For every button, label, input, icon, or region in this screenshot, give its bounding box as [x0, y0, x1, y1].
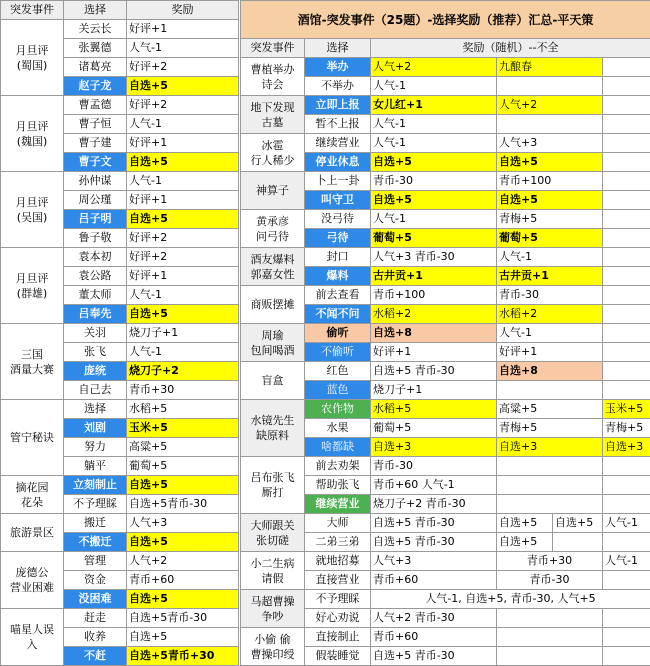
reward-cell: 女儿红+1	[371, 96, 497, 115]
choice-cell: 董太师	[64, 286, 127, 305]
reward-cell: 烧刀子+1	[371, 381, 497, 400]
choice-cell: 袁公路	[64, 267, 127, 286]
table-row	[1, 248, 239, 267]
event-cell: 小偷 偷 曹操印绶	[241, 628, 305, 666]
right-table	[240, 0, 650, 666]
choice-cell: 选择	[64, 400, 127, 419]
right-header-event: 突发事件	[241, 39, 305, 58]
choice-cell: 孙仲谋	[64, 172, 127, 191]
choice-cell: 曹子建	[64, 134, 127, 153]
choice-cell: 卜上一卦	[305, 172, 371, 191]
reward-cell: 自选+5 青币-30	[371, 514, 497, 533]
reward-cell: 好评+2	[127, 58, 239, 77]
reward-cell: 青币+100	[371, 286, 497, 305]
table-row	[241, 400, 650, 419]
reward-cell: 自选+5	[127, 533, 239, 552]
choice-cell: 搬迁	[64, 514, 127, 533]
choice-cell: 管理	[64, 552, 127, 571]
reward-cell	[497, 609, 603, 628]
event-cell: 酒友爆料 郭嘉女性	[241, 248, 305, 286]
choice-cell: 红色	[305, 362, 371, 381]
reward-cell: 玉米+5	[127, 419, 239, 438]
reward-cell	[603, 191, 650, 210]
event-cell: 喵星人误 入	[1, 609, 64, 666]
reward-cell: 人气-1	[371, 210, 497, 229]
reward-cell: 青币+60 人气-1	[371, 476, 497, 495]
reward-cell: 人气-1	[127, 343, 239, 362]
reward-cell	[603, 457, 650, 476]
choice-cell: 曹孟德	[64, 96, 127, 115]
reward-cell: 青币-30	[371, 172, 497, 191]
reward-cell: 人气-1	[127, 172, 239, 191]
reward-cell: 好评+1	[127, 191, 239, 210]
reward-cell: 好评+1	[371, 343, 497, 362]
event-cell: 吕布张飞 厮打	[241, 457, 305, 514]
reward-cell	[497, 628, 603, 647]
reward-cell	[603, 628, 650, 647]
choice-cell: 继续营业	[305, 495, 371, 514]
reward-cell: 人气+3	[371, 552, 497, 571]
table-row	[241, 324, 650, 343]
right-header-row	[241, 39, 650, 58]
reward-cell: 人气-1	[497, 248, 603, 267]
choice-cell: 爆料	[305, 267, 371, 286]
event-cell: 月旦评 (魏国)	[1, 96, 64, 172]
choice-cell: 立刻制止	[64, 476, 127, 495]
reward-cell: 自选+5青币-30	[127, 609, 239, 628]
choice-cell: 关云长	[64, 20, 127, 39]
event-cell: 三国 酒量大赛	[1, 324, 64, 400]
table-row	[241, 248, 650, 267]
table-row	[241, 58, 650, 77]
reward-cell: 自选+5	[127, 305, 239, 324]
table-row	[1, 172, 239, 191]
reward-cell: 人气+2	[127, 552, 239, 571]
reward-cell: 水稻+2	[497, 305, 603, 324]
reward-cell: 葡萄+5	[371, 419, 497, 438]
event-cell: 月旦评 (蜀国)	[1, 20, 64, 96]
reward-cell: 自选+3	[497, 438, 603, 457]
reward-cell: 自选+5 青币-30	[371, 533, 497, 552]
page-title: 酒馆-突发事件（25题）-选择奖励（推荐）汇总-平天策	[241, 1, 650, 39]
choice-cell: 就地招募	[305, 552, 371, 571]
left-header-reward: 奖励	[127, 1, 239, 20]
event-cell: 马超曹操 争吵	[241, 590, 305, 628]
choice-cell: 曹子恒	[64, 115, 127, 134]
reward-cell	[603, 324, 650, 343]
reward-cell	[497, 495, 603, 514]
reward-cell: 水稻+5	[127, 400, 239, 419]
reward-cell	[603, 381, 650, 400]
reward-cell: 古井贡+1	[371, 267, 497, 286]
reward-cell: 人气-1, 自选+5, 青币-30, 人气+5	[371, 590, 650, 609]
reward-cell: 古井贡+1	[497, 267, 603, 286]
table-row	[1, 324, 239, 343]
reward-cell: 人气-1	[127, 39, 239, 58]
event-cell: 管宁秘诀	[1, 400, 64, 476]
reward-cell: 好评+1	[127, 267, 239, 286]
reward-cell: 自选+8	[371, 324, 497, 343]
event-cell: 月旦评 (群雄)	[1, 248, 64, 324]
reward-cell: 人气+3	[497, 134, 603, 153]
right-header-reward: 奖励（随机）--不全	[371, 39, 650, 58]
reward-cell: 青币-30	[371, 457, 497, 476]
table-row	[1, 476, 239, 495]
reward-cell: 人气+3	[127, 514, 239, 533]
choice-cell: 没弓待	[305, 210, 371, 229]
choice-cell: 停业休息	[305, 153, 371, 172]
choice-cell: 关羽	[64, 324, 127, 343]
table-row	[241, 286, 650, 305]
choice-cell: 资金	[64, 571, 127, 590]
reward-cell: 葡萄+5	[127, 457, 239, 476]
reward-cell: 自选+5 青币-30	[371, 362, 497, 381]
reward-cell	[603, 343, 650, 362]
reward-cell: 九酿春	[497, 58, 603, 77]
choice-cell: 吕奉先	[64, 305, 127, 324]
choice-cell: 帮助张飞	[305, 476, 371, 495]
event-cell: 周瑜 包间喝酒	[241, 324, 305, 362]
choice-cell: 诸葛亮	[64, 58, 127, 77]
reward-cell: 玉米+5	[603, 400, 650, 419]
reward-cell	[603, 96, 650, 115]
choice-cell: 叫守卫	[305, 191, 371, 210]
table-row	[1, 609, 239, 628]
reward-cell: 烧刀子+2 青币-30	[371, 495, 497, 514]
reward-cell: 自选+5	[497, 153, 603, 172]
choice-cell: 大师	[305, 514, 371, 533]
table-row	[241, 457, 650, 476]
reward-cell: 人气-1	[371, 77, 497, 96]
event-cell: 商贩摆摊	[241, 286, 305, 324]
reward-cell: 自选+5	[371, 153, 497, 172]
event-cell: 月旦评 (吴国)	[1, 172, 64, 248]
choice-cell: 啥都缺	[305, 438, 371, 457]
event-cell: 庞德公 营业困难	[1, 552, 64, 609]
reward-cell: 人气-1	[603, 514, 650, 533]
reward-cell: 高粱+5	[497, 400, 603, 419]
choice-cell: 躺平	[64, 457, 127, 476]
reward-cell: 青币+30	[127, 381, 239, 400]
reward-cell: 好评+2	[127, 229, 239, 248]
reward-cell: 自选+5	[127, 628, 239, 647]
table-row	[241, 552, 650, 571]
reward-cell	[603, 248, 650, 267]
choice-cell: 封口	[305, 248, 371, 267]
choice-cell: 袁本初	[64, 248, 127, 267]
choice-cell: 不举办	[305, 77, 371, 96]
choice-cell: 曹子文	[64, 153, 127, 172]
reward-cell: 自选+5	[497, 514, 553, 533]
table-row	[241, 362, 650, 381]
reward-cell: 自选+5	[127, 210, 239, 229]
choice-cell: 水果	[305, 419, 371, 438]
reward-cell: 人气-1	[497, 324, 603, 343]
choice-cell: 立即上报	[305, 96, 371, 115]
reward-cell: 人气+3 青币-30	[371, 248, 497, 267]
reward-cell: 自选+3	[371, 438, 497, 457]
reward-cell: 自选+5 青币-30	[371, 647, 497, 666]
choice-cell: 不闻不问	[305, 305, 371, 324]
choice-cell: 弓待	[305, 229, 371, 248]
event-cell: 水镜先生 缺原料	[241, 400, 305, 457]
choice-cell: 张翼德	[64, 39, 127, 58]
reward-cell: 人气-1	[603, 552, 650, 571]
reward-cell: 烧刀子+1	[127, 324, 239, 343]
reward-cell: 好评+1	[497, 343, 603, 362]
reward-cell	[603, 571, 650, 590]
reward-cell: 人气+2 青币-30	[371, 609, 497, 628]
reward-cell	[603, 77, 650, 96]
choice-cell: 不予理睬	[64, 495, 127, 514]
choice-cell: 收养	[64, 628, 127, 647]
choice-cell: 继续营业	[305, 134, 371, 153]
reward-cell	[603, 609, 650, 628]
reward-cell: 人气+2	[497, 96, 603, 115]
reward-cell: 自选+3	[603, 438, 650, 457]
reward-cell: 自选+5	[371, 191, 497, 210]
choice-cell: 赵子龙	[64, 77, 127, 96]
choice-cell: 前去查看	[305, 286, 371, 305]
choice-cell: 好心劝说	[305, 609, 371, 628]
choice-cell: 偷听	[305, 324, 371, 343]
table-row	[1, 514, 239, 533]
event-cell: 曹植举办 诗会	[241, 58, 305, 96]
event-cell: 冰雹 行人稀少	[241, 134, 305, 172]
reward-cell: 自选+5	[127, 476, 239, 495]
event-cell: 摘花园 花朵	[1, 476, 64, 514]
reward-cell	[603, 305, 650, 324]
reward-cell: 青币+60	[371, 571, 497, 590]
reward-cell	[497, 476, 603, 495]
reward-cell: 好评+2	[127, 96, 239, 115]
reward-cell	[603, 476, 650, 495]
reward-cell	[603, 362, 650, 381]
choice-cell: 没困难	[64, 590, 127, 609]
reward-cell: 青币+100	[497, 172, 603, 191]
right-title-row	[241, 1, 650, 39]
reward-cell: 自选+5	[127, 153, 239, 172]
choice-cell: 直接营业	[305, 571, 371, 590]
reward-cell	[603, 229, 650, 248]
event-cell: 旅游景区	[1, 514, 64, 552]
reward-cell: 好评+1	[127, 134, 239, 153]
table-row	[241, 134, 650, 153]
choice-cell: 二弟三弟	[305, 533, 371, 552]
table-row	[241, 172, 650, 191]
table-row	[241, 514, 650, 533]
reward-cell: 自选+5青币+30	[127, 647, 239, 666]
reward-cell: 人气-1	[127, 115, 239, 134]
choice-cell: 暂不上报	[305, 115, 371, 134]
reward-cell	[497, 647, 603, 666]
left-header-event: 突发事件	[1, 1, 64, 20]
reward-cell	[603, 134, 650, 153]
reward-cell: 自选+5	[497, 191, 603, 210]
reward-cell: 人气-1	[127, 286, 239, 305]
reward-cell: 好评+1	[127, 20, 239, 39]
table-row	[241, 210, 650, 229]
reward-cell: 自选+5	[553, 514, 603, 533]
table-row	[241, 96, 650, 115]
left-header-choice: 选择	[64, 1, 127, 20]
choice-cell: 不赶	[64, 647, 127, 666]
event-cell: 盲盒	[241, 362, 305, 400]
reward-cell: 好评+2	[127, 248, 239, 267]
left-table	[0, 0, 239, 666]
reward-cell: 青币+30	[497, 552, 603, 571]
reward-cell: 青币-30	[497, 286, 603, 305]
table-row	[241, 628, 650, 647]
reward-cell: 青币+60	[127, 571, 239, 590]
choice-cell: 农作物	[305, 400, 371, 419]
reward-cell: 自选+5	[497, 533, 553, 552]
choice-cell: 周公瑾	[64, 191, 127, 210]
event-cell: 大师跟关 张切磋	[241, 514, 305, 552]
reward-cell	[603, 647, 650, 666]
left-header-row	[1, 1, 239, 20]
event-cell: 黄承彦 问弓待	[241, 210, 305, 248]
choice-cell: 不予理睬	[305, 590, 371, 609]
choice-cell: 吕子明	[64, 210, 127, 229]
choice-cell: 自己去	[64, 381, 127, 400]
reward-cell	[603, 115, 650, 134]
table-row	[241, 590, 650, 609]
reward-cell	[603, 153, 650, 172]
reward-cell	[603, 495, 650, 514]
reward-cell	[603, 533, 650, 552]
choice-cell: 张飞	[64, 343, 127, 362]
reward-cell: 自选+5青币-30	[127, 495, 239, 514]
reward-cell: 青币-30	[497, 571, 603, 590]
event-cell: 小二生病 请假	[241, 552, 305, 590]
reward-cell: 葡萄+5	[497, 229, 603, 248]
choice-cell: 庞统	[64, 362, 127, 381]
reward-cell: 烧刀子+2	[127, 362, 239, 381]
table-row	[1, 400, 239, 419]
event-cell: 地下发现 古墓	[241, 96, 305, 134]
reward-cell: 自选+8	[497, 362, 603, 381]
reward-cell	[603, 210, 650, 229]
table-row	[1, 20, 239, 39]
reward-cell	[497, 77, 603, 96]
reward-cell	[603, 267, 650, 286]
choice-cell: 前去劝架	[305, 457, 371, 476]
choice-cell: 努力	[64, 438, 127, 457]
reward-cell	[553, 533, 603, 552]
reward-cell: 人气+2	[371, 58, 497, 77]
reward-cell	[497, 115, 603, 134]
reward-cell: 水稻+5	[371, 400, 497, 419]
choice-cell: 刘剧	[64, 419, 127, 438]
reward-cell: 自选+5	[127, 590, 239, 609]
reward-cell: 人气-1	[371, 134, 497, 153]
reward-cell: 水稻+2	[371, 305, 497, 324]
choice-cell: 假装睡觉	[305, 647, 371, 666]
choice-cell: 直接制止	[305, 628, 371, 647]
event-cell: 神算子	[241, 172, 305, 210]
reward-cell: 青梅+5	[497, 419, 603, 438]
table-row	[1, 96, 239, 115]
reward-cell: 葡萄+5	[371, 229, 497, 248]
reward-cell: 人气-1	[371, 115, 497, 134]
right-header-choice: 选择	[305, 39, 371, 58]
choice-cell: 不偷听	[305, 343, 371, 362]
reward-cell	[603, 286, 650, 305]
reward-cell: 青梅+5	[603, 419, 650, 438]
reward-cell: 高粱+5	[127, 438, 239, 457]
choice-cell: 不搬迁	[64, 533, 127, 552]
reward-cell	[603, 58, 650, 77]
choice-cell: 赶走	[64, 609, 127, 628]
reward-cell: 青币+60	[371, 628, 497, 647]
table-row	[1, 552, 239, 571]
reward-cell: 青梅+5	[497, 210, 603, 229]
choice-cell: 举办	[305, 58, 371, 77]
reward-cell	[497, 457, 603, 476]
reward-cell	[497, 381, 603, 400]
reward-cell: 自选+5	[127, 77, 239, 96]
choice-cell: 鲁子敬	[64, 229, 127, 248]
reward-cell	[603, 172, 650, 191]
choice-cell: 蓝色	[305, 381, 371, 400]
